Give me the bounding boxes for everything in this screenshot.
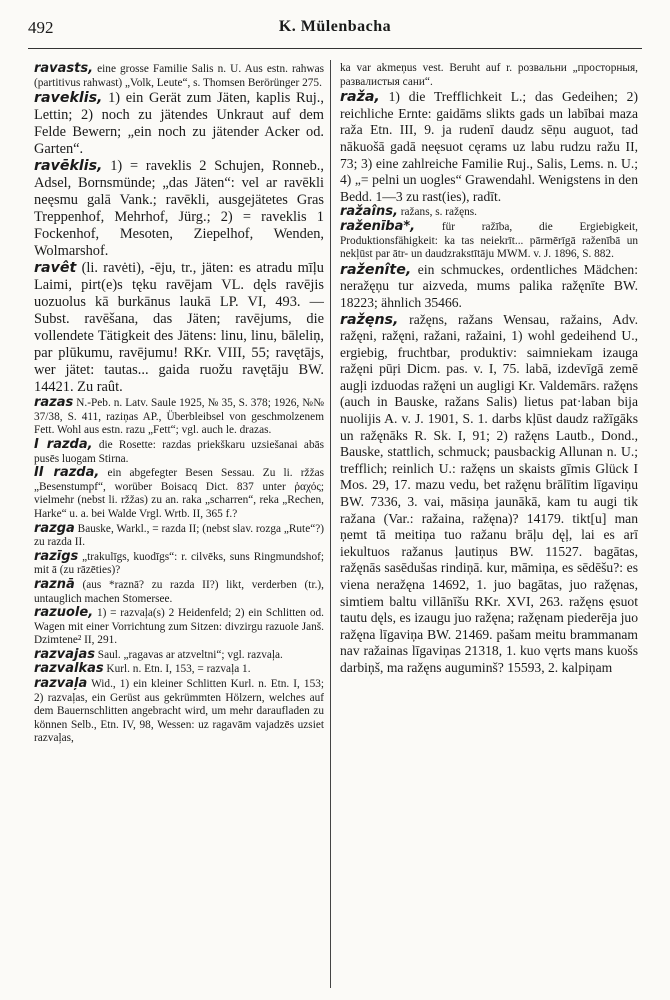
entry-headword: II razda, bbox=[34, 465, 100, 481]
dictionary-entry bbox=[340, 262, 638, 312]
dictionary-entry bbox=[34, 158, 324, 260]
entry-headword: razga bbox=[34, 520, 75, 536]
dictionary-entry bbox=[34, 648, 324, 663]
entry-headword: ravêt bbox=[34, 260, 77, 277]
entry-text: (aus *raznā? zu razda II?) likt, verderben (tr.), untauglich machen Stomersee. bbox=[34, 578, 324, 605]
entry-text: Kurl. n. Etn. I, 153, = razvaļa 1. bbox=[103, 663, 251, 676]
entry-headword: raženība*, bbox=[340, 218, 416, 234]
left-column bbox=[34, 62, 324, 992]
column-divider bbox=[330, 60, 331, 988]
entry-text: N.-Peb. n. Latv. Saule 1925, № 35, S. 378; 1926, №№ 37/38, S. 411, raziņas AP., Überbleibsel von geschmolzenem Fett. Wohl aus estn. razu „Fett“; vgl. auch le. drazas. bbox=[34, 397, 324, 437]
entry-text: ein schmuckes, ordentliches Mädchen: neražęņu tur aizveda, mums palika ražęnīte BW. 18223; ähnlich 35466. bbox=[340, 261, 638, 310]
dictionary-entry bbox=[34, 578, 324, 606]
entry-text: 1) = razvaļa(s) 2 Heidenfeld; 2) ein Schlitten od. Wagen mit einer Vorrichtung zum Sitzen: divzirgu razuole Janš. Dzimtene² II, 291. bbox=[34, 607, 324, 647]
entry-text: Bauske, Warkl., = razda II; (nebst slav. rozga „Rute“?) zu razda II. bbox=[34, 522, 324, 549]
entry-headword: razvaļa bbox=[34, 676, 88, 692]
entry-text: ražęns, ražans Wensau, ražains, Adv. ražęni, ražęni, ražani, ražaini, 1) wohl gedeihend U., ergiebig, fruchtbar, produktiv: saimniekam izauga ražęni pūŗi Dicm. pas. v. I, 75. labā, izdevīgā zemē augļi izduodas ražęni un augligi Kr. Valdemārs. ražęns (auch in Bauske, ražans Salis) lietus pat·laban bija nuolijis A. v. J. 1901, S. 1. darbs kļūst daudz ražīgāks un ražęnāks R. Sk. I, 91; 2) ražęns Lautb., Dond., Bauske, stattlich, schmuck; pausbackig Allunan n. U.; trefflich; reinlich U.: ražęns un skaists gīmis Glück I Mos. 29, 17. mazu vedu, bet ražęnu brālītim līgaviņu BW. 7336, 3. vai, māsiņa jaunākā, kam tu augi tik ražana (Var.: ražaina, ražęna)? 14179. tikt[u] man ņemt tā meitiņa tuo ražanu brāļu dęļ, lai es arī iekultuos ražanus ļautiņus BW. 11527. bagātas, ražęnās sasēdušas rindiņā. kur, māmiņa, es sēdēšu?: es viena neražęna 14692, 1. juo bagātas, juo ražęnas, simtiem baltu villānīšu RKr. XVI, 263. ražęns ęsuot tautu dęls, es izaugu juo ražęna; ražęnam piederēja juo ražęna līgaviņa BW. 21469. pašam meitu brammanam nav ražainas līgaviņas 21318, 1. kuo vęrts mans kuošs darbiņš, ma ražęns auguminš? 15593, 2. kalpiņam bbox=[340, 311, 638, 675]
entry-headword: ražęns, bbox=[340, 311, 399, 328]
entry-headword: ravasts, bbox=[34, 62, 94, 76]
dictionary-entry bbox=[340, 89, 638, 205]
dictionary-entry bbox=[34, 396, 324, 438]
entry-text: die Rosette: razdas priekškaru uzsiešanai abās pusēs luogam Stirna. bbox=[34, 438, 324, 465]
entry-headword: raženîte, bbox=[340, 261, 412, 278]
entry-text: ka var akmeņus vest. Beruht auf r. розвальни „просторныя, развалистыя сани“. bbox=[340, 62, 638, 88]
entry-headword: raža, bbox=[340, 89, 380, 106]
dictionary-entry bbox=[34, 662, 324, 677]
dictionary-entry bbox=[340, 220, 638, 262]
header-rule bbox=[28, 48, 642, 49]
running-title: K. Mülenbacha bbox=[278, 18, 392, 35]
dictionary-entry bbox=[34, 606, 324, 648]
dictionary-entry bbox=[34, 260, 324, 396]
entry-headword: raveklis, bbox=[34, 90, 103, 107]
dictionary-entry bbox=[34, 522, 324, 550]
entry-text: 1) die Trefflichkeit L.; das Gedeihen; 2) reichliche Ernte: gaidāms slikts gads un labībai maza raža Etn. III, 9. ja rudenī daudz sēņu auguot, tad nākuošā gadā neęsuot cęrams uz labu rudzu ražu II, 73; 3) eine zahlreiche Familie Ruj., Salis, Lems. n. U.; 4) „= pelni un uogles“ Grawendahl. Wenigstens in den Bedd. 1—3 zu rast(ies), radīt. bbox=[340, 89, 638, 204]
page-number: 492 bbox=[28, 18, 54, 37]
dictionary-entry bbox=[34, 677, 324, 746]
entry-text: Saul. „ragavas ar atzveltni“; vgl. razvaļa. bbox=[94, 648, 283, 661]
entry-text: 1) ein Gerät zum Jäten, kaplis Ruj., Lettin; 2) noch zu jätendes Unkraut auf dem Felde Bewern; „ein noch zu jätender Acker od. Garten“. bbox=[34, 90, 324, 158]
dictionary-entry bbox=[340, 205, 638, 220]
entry-text: eine grosse Familie Salis n. U. Aus estn. rahwas (partitivus rahwast) „Volk, Leute“, s. Thomsen Berörünger 275. bbox=[34, 63, 324, 89]
entry-headword: ravēklis, bbox=[34, 158, 103, 175]
entry-text: 1) = raveklis 2 Schujen, Ronneb., Adsel, Bornsmünde; „das Jäten“: vel ar ravēkli neęsmu galā Vank.; ravēkli, ausgejätetes Gras Treppenhof, Mehrhof, Jürg.; 2) = raveklis 1 Fockenhof, Mesoten, Ziepelhof, Wenden, Wolmarshof. bbox=[34, 158, 324, 260]
entry-text: ein abgefegter Besen Sessau. Zu li. ržžas „Besenstumpf“, worüber Boisacq Dict. 837 unter ῥαχός; vielmehr (nebst li. ržžas) zu an. raka „scharren“, reka „Rechen, Harke“ u. a. bei Walde Vrgl. Wrtb. II, 365 f.? bbox=[34, 467, 324, 520]
dictionary-entry bbox=[34, 62, 324, 90]
dictionary-entry bbox=[34, 438, 324, 466]
entry-headword: razvajas bbox=[34, 646, 95, 662]
entry-headword: razuole, bbox=[34, 605, 94, 621]
entry-headword: raznā bbox=[34, 576, 75, 592]
entry-text: ražans, s. ražęns. bbox=[397, 206, 477, 219]
page-header bbox=[28, 18, 642, 44]
entry-headword: razas bbox=[34, 395, 74, 411]
right-column bbox=[340, 62, 638, 992]
dictionary-entry bbox=[34, 550, 324, 578]
entry-text: für ražība, die Ergiebigkeit, Produktionsfähigkeit: ka tas neiekrīt... pārmērīgā raženībā un nekļūst par ātr- un daudzrakstītāju MWM. v. J. 1896, S. 882. bbox=[340, 220, 638, 261]
entry-headword: razvalkas bbox=[34, 661, 104, 677]
dictionary-entry bbox=[340, 62, 638, 89]
entry-text: „trakulīgs, kuodīgs“: r. cilvēks, suns Ringmundshof; mit ā (zu rāzēties)? bbox=[34, 550, 324, 577]
entry-headword: ražaîns, bbox=[340, 204, 398, 220]
entry-text: (li. ravėti), -ēju, tr., jäten: es atradu mīļu Laimi, pirt(e)s tęku ravējam VL. dęls ravējis uozuolus kā burkānus laukā LP. VI, 493. — Subst. ravēšana, das Jäten; ravējums, die vollendete Tätigkeit des Jätens: linu, linu, bāleliņ, par plūkumu, ravējumu! RKr. VIII, 55; ravętājs, wer jätet: tautas... gaida ruožu ravętāju BW. 14421. Zu raût. bbox=[34, 260, 324, 396]
entry-text: Wid., 1) ein kleiner Schlitten Kurl. n. Etn. I, 153; 2) razvaļas, ein Gerüst aus gekrümmten Hölzern, welches auf dem Bauernschlitten angebracht wird, um mehr daraufladen zu können Selb., Etn. IV, 98, Wessen: uz ragavām vajadzēs uzsiet razvaļas, bbox=[34, 678, 324, 745]
entry-headword: I razda, bbox=[34, 436, 93, 452]
dictionary-entry bbox=[34, 90, 324, 158]
dictionary-entry bbox=[34, 466, 324, 521]
entry-headword: razīgs bbox=[34, 548, 79, 564]
dictionary-entry bbox=[340, 312, 638, 677]
